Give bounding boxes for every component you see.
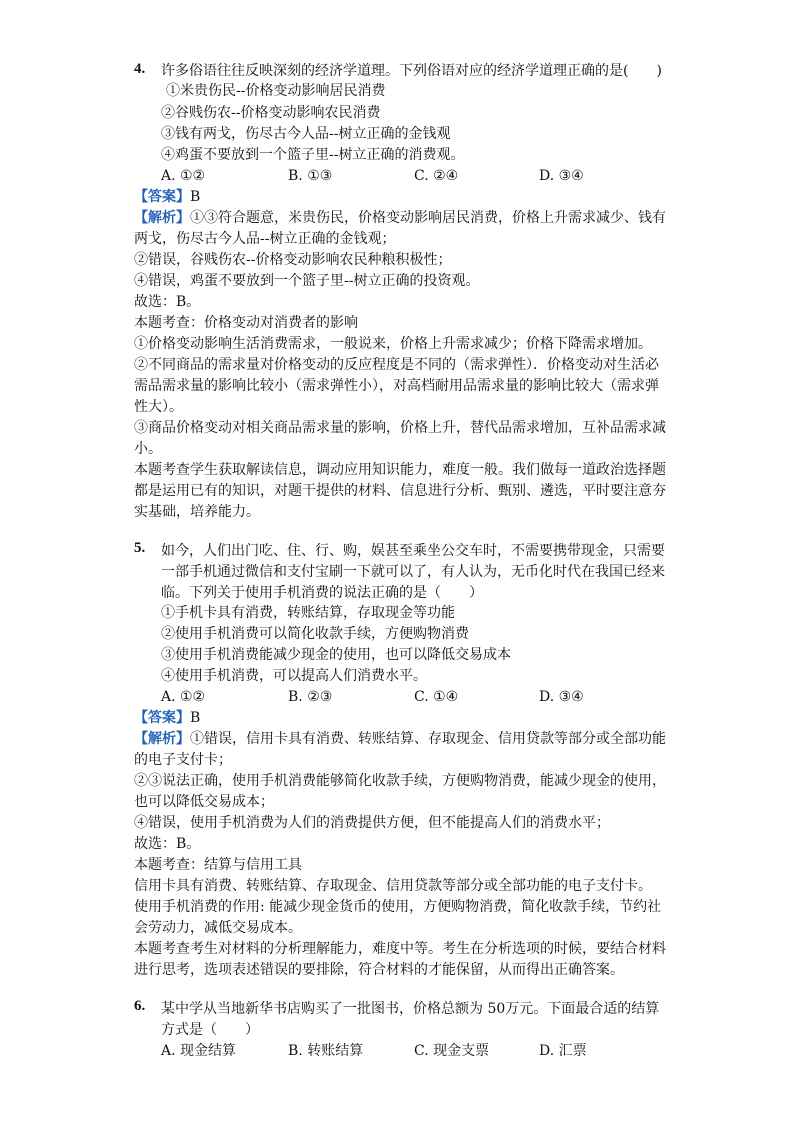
analysis-tag: 【解析】: [134, 731, 190, 747]
question-5-analysis-line-12: 进行思考，选项表述错误的要排除，符合材料的才能保留，从而得出正确答案。: [134, 962, 624, 978]
question-4-item-3: ③钱有两戈，伤尽古今人品--树立正确的金钱观: [161, 126, 451, 142]
question-5-analysis-line-2: 的电子支付卡；: [134, 752, 232, 768]
question-4-analysis-line-12: 小。: [134, 441, 162, 457]
question-6-option-d: D. 汇票: [539, 1043, 587, 1059]
analysis-text: ①③符合题意，米贵伤民，价格变动影响居民消费，价格上升需求减少、钱有: [190, 210, 666, 226]
question-6-option-a: A. 现金结算: [161, 1043, 237, 1059]
question-4-option-c: C. ②④: [414, 168, 459, 184]
analysis-text: ①错误，信用卡具有消费、转账结算、存取现金、信用贷款等部分或全部功能: [190, 731, 666, 747]
question-4-item-4: ④鸡蛋不要放到一个篮子里--树立正确的消费观。: [161, 147, 465, 163]
answer-value: B: [190, 189, 201, 205]
question-6-stem-line-2: 方式是（ ）: [161, 1022, 259, 1038]
question-4-option-b: B. ①③: [288, 168, 333, 184]
question-6-number: 6.: [134, 998, 146, 1014]
question-4-analysis-line-11: ③商品价格变动对相关商品需求量的影响，价格上升，替代品需求增加，互补品需求减: [134, 420, 666, 436]
question-5-item-1: ①手机卡具有消费，转账结算，存取现金等功能: [161, 605, 455, 621]
question-5-option-a: A. ①②: [161, 689, 206, 705]
question-5-option-d: D. ③④: [539, 689, 584, 705]
question-5-analysis-line-7: 本题考查：结算与信用工具: [134, 857, 302, 873]
question-5-option-c: C. ①④: [414, 689, 459, 705]
question-4-analysis-line-1: [134, 208, 666, 228]
answer-value: B: [190, 710, 201, 726]
question-4-option-a: A. ①②: [161, 168, 206, 184]
question-5-analysis-line-1: [134, 729, 666, 749]
question-5-option-b: B. ②③: [288, 689, 333, 705]
question-4-analysis-line-2: 两戈，伤尽古今人品--树立正确的金钱观；: [134, 231, 396, 247]
question-6-option-b: B. 转账结算: [288, 1043, 364, 1059]
question-5-analysis-line-8: 信用卡具有消费、转账结算、存取现金、信用贷款等部分或全部功能的电子支付卡。: [134, 878, 652, 894]
question-4-option-d: D. ③④: [539, 168, 584, 184]
question-6-option-c: C. 现金支票: [414, 1043, 490, 1059]
analysis-tag: 【解析】: [134, 210, 190, 226]
question-5-analysis-line-6: 故选：B。: [134, 836, 201, 852]
question-4-analysis-line-8: ②不同商品的需求量对价格变动的反应程度是不同的（需求弹性）．价格变动对生活必: [134, 357, 659, 373]
question-4-analysis-line-6: 本题考查：价格变动对消费者的影响: [134, 315, 358, 331]
question-4-analysis-line-9: 需品需求量的影响比较小（需求弹性小），对高档耐用品需求量的影响比较大（需求弹: [134, 378, 659, 394]
question-5-analysis-line-11: 本题考查考生对材料的分析理解能力，难度中等。考生在分析选项的时候，要结合材料: [134, 941, 666, 957]
answer-tag: 【答案】: [134, 189, 190, 205]
question-5-answer: [134, 708, 200, 728]
question-5-item-4: ④使用手机消费，可以提高人们消费水平。: [161, 668, 427, 684]
question-5-analysis-line-9: 使用手机消费的作用: 能减少现金货币的使用，方便购物消费，简化收款手续，节约社: [134, 899, 662, 915]
question-5-analysis-line-10: 会劳动力，减低交易成本。: [134, 920, 302, 936]
question-4-item-1: ①米贵伤民--价格变动影响居民消费: [166, 83, 386, 99]
question-4-analysis-line-10: 性大）。: [134, 399, 183, 415]
question-4-item-2: ②谷贱伤农--价格变动影响农民消费: [161, 105, 381, 121]
question-4-analysis-line-3: ②错误，谷贱伤农--价格变动影响农民种粮积极性；: [134, 252, 452, 268]
question-5-item-2: ②使用手机消费可以简化收款手续，方便购物消费: [161, 626, 469, 642]
question-4-analysis-line-13: 本题考查学生获取解读信息，调动应用知识能力，难度一般。我们做每一道政治选择题: [134, 462, 666, 478]
question-4-answer: [134, 187, 200, 207]
question-5-item-3: ③使用手机消费能减少现金的使用，也可以降低交易成本: [161, 647, 511, 663]
question-4-analysis-line-7: ①价格变动影响生活消费需求，一般说来，价格上升需求减少；价格下降需求增加。: [134, 336, 652, 352]
question-5-analysis-line-5: ④错误，使用手机消费为人们的消费提供方便，但不能提高人们的消费水平；: [134, 815, 610, 831]
question-4-stem: 许多俗语往往反映深刻的经济学道理。下列俗语对应的经济学道理正确的是( ): [161, 63, 662, 79]
question-4-number: 4.: [134, 61, 146, 77]
question-4-analysis-line-5: 故选：B。: [134, 294, 201, 310]
question-4-analysis-line-4: ④错误，鸡蛋不要放到一个篮子里--树立正确的投资观。: [134, 273, 480, 289]
question-5-analysis-line-3: ②③说法正确，使用手机消费能够简化收款手续，方便购物消费，能减少现金的使用，: [134, 773, 666, 789]
question-5-stem-line-3: 临。下列关于使用手机消费的说法正确的是（ ）: [161, 585, 483, 601]
question-5-number: 5.: [134, 540, 146, 556]
question-5-analysis-line-4: 也可以降低交易成本；: [134, 794, 274, 810]
answer-tag: 【答案】: [134, 710, 190, 726]
question-4-analysis-line-14: 都是运用已有的知识，对题干提供的材料、信息进行分析、甄别、遴选，平时要注意夯: [134, 483, 666, 499]
question-5-stem-line-1: 如今，人们出门吃、住、行、购，娱甚至乘坐公交车时，不需要携带现金，只需要: [161, 543, 665, 559]
question-5-stem-line-2: 一部手机通过微信和支付宝刷一下就可以了，有人认为，无币化时代在我国已经来: [161, 564, 665, 580]
question-4-analysis-line-15: 实基础，培养能力。: [134, 504, 260, 520]
question-6-stem-line-1: 某中学从当地新华书店购买了一批图书，价格总额为 50万元。下面最合适的结算: [161, 1001, 660, 1017]
